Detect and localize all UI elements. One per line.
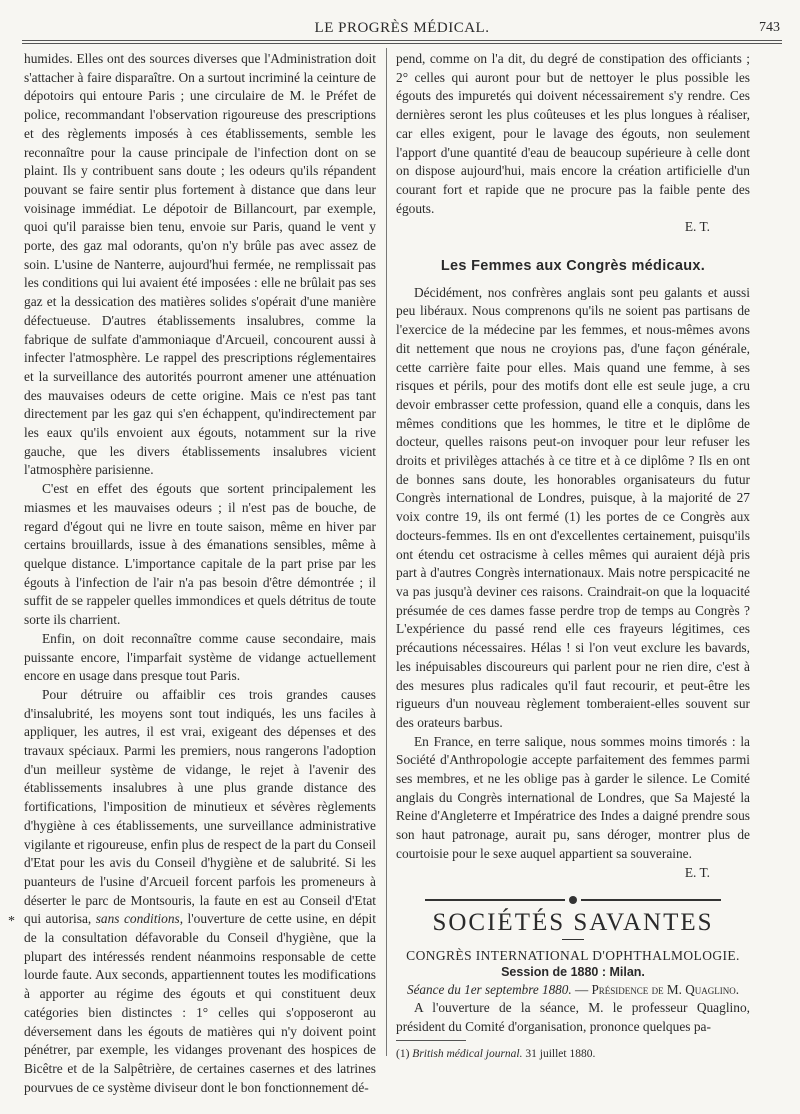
header-rule xyxy=(22,40,782,41)
paragraph: C'est en effet des égouts que sortent principalement les miasmes et les mauvaises odeurs ; il n'est pas de bouche, de regard d'égout qui ne livre en toute saison, même en hiver par certains brouillards, issue à des émanations sensibles, même à quelque distance. L'importance capitale de la part prise par les égouts à l'infection de l'air n'a pas besoin d'être démontrée ; il suffit de se rappeler quelles immondices et quels détritus de toute sorte ils charrient. xyxy=(24,481,376,628)
short-rule xyxy=(562,939,584,940)
section-heading: SOCIÉTÉS SAVANTES xyxy=(432,909,714,937)
seance-line xyxy=(396,981,750,999)
signature: E. T. xyxy=(684,864,710,880)
seance-date: Séance du 1er septembre 1880. xyxy=(406,981,572,997)
divider-line xyxy=(425,899,565,901)
header-rule-double xyxy=(22,43,782,44)
footnote xyxy=(396,1047,750,1062)
paragraph: Décidément, nos confrères anglais sont peu galants et aussi peu libéraux. Nous comprenons qu'ils ne soient pas partisans de l'exercice de la médecine par les femmes, et nous-mêmes avons dit nettement que nous ne croyions pas, d'une façon générale, cette carrière faite pour elles. Mais quand une femme, à ses risques et périls, pour des motifs dont elle est seule juge, a cru devoir embrasser cette profession, quand elle a conquis, dans les mêmes conditions que les hommes, le titre et le diplôme de docteur, quelles raisons peut-on invoquer pour leur refuser les droits et privilèges attachés à ce titre et à ce diplôme ? Ils en ont de bonnes sans doute, les honorables organisateurs du futur Congrès international de Londres, puisque, à la majorité de 27 voix contre 19, ils ont fermé (1) les portes de ce Congrès aux docteurs-femmes. Ils en ont d'excellentes certainement, puisqu'ils ont étendu cet ostracisme à celles mêmes qui auraient déjà pris part à d'autres Congrès internationaux. Mais notre perspicacité ne va pas jusqu'à deviner ces raisons. Craindrait-on que la loquacité présumée de ces dames fasse perdre trop de temps au Congrès ? L'expérience du passé rend elle ces frayeurs légitimes, ces précautions nécessaires. Hélas ! si l'on veut exclure les bavards, les inépuisables discoureurs qui parlent pour ne rien dire, c'est à des mesures plus radicales qu'il faut recourir, et peut-être les rigueurs d'un nouveau règlement tomberaient-elles souvent sur des orateurs barbus. xyxy=(396,284,750,730)
footnote-number: (1) xyxy=(396,1048,413,1061)
page-number: 743 xyxy=(759,20,780,35)
ornamental-divider xyxy=(396,890,750,904)
paragraph: En France, en terre salique, nous sommes moins timorés : la Société d'Anthropologie accepte parfaitement des femmes parmi ses membres, et ne les oblige pas à garder le silence. Le Comité anglais du Congrès international de Londres, que Sa Majesté la Reine d'Angleterre et Impératrice des Indes a daigné prendre sous son haut patronage, aurait pu, sans déroger, montrer plus de courtoisie pour le sexe auquel appartient sa souveraine. xyxy=(396,733,750,861)
text-run: Pour détruire ou affaiblir ces trois grandes causes d'insalubrité, les moyens sont tout indiqués, les uns faciles à appliquer, les autres, il est vrai, exigeant des dépenses et des travaux spéciaux. Parmi les premiers, nous rangerons l'adoption d'un meilleur système de vidange, le rejet à l'avenir des établissements insalubres à une plus grande distance des fortifications, l'imposition de minutieux et sévères règlements d'hygiène à ces établissements, une surveillance administrative vigilante et rigoureuse, enfin plus de respect de la part du Conseil d'Etat pour les avis du Conseil d'hygiène et de salubrité. Si les puanteurs de l'usine d'Arcueil forcent parfois les promeneurs à déserter le parc de Montsouris, la faute en est au Conseil d'Etat qui autorisa, xyxy=(24,686,376,927)
paragraph: humides. Elles ont des sources diverses que l'Administration doit s'attacher à faire disparaître. On a surtout incriminé la ceinture de dépotoirs qui entoure Paris ; une circulaire de M. le Préfet de police, recommandant l'observation rigoureuse des prescriptions et des règlements imposés à ces établissements, semble les reconnaître pour la cause principale de l'infection dont on se plaint. Ils y contribuent sans doute ; les odeurs qu'ils répandent pouvant se faire sentir plus fortement à distance que dans leur voisinage immédiat. Le dépotoir de Billancourt, par exemple, quoi qu'il paraisse bien tenu, envoie sur Paris, quand le vent y porte, des gaz mal odorants, qu'on n'y brûle pas avec assez de soin. L'usine de Nanterre, aujourd'hui fermée, ne remplissait pas les conditions qui lui avaient été imposées : elle ne brûlait pas ses gaz et la dessication des matières solides s'opérait d'une manière défectueuse. D'autres établissements insalubres, comme la fabrique de sulfate d'ammoniaque d'Arcueil, concourent aussi à infecter l'atmosphère. Le rappel des prescriptions réglementaires et la surveillance des autorités pourront amener une atténuation des mauvaises odeurs de cette origine. Mais ce n'est pas tant directement par les gaz qui s'en échappent, qu'indirectement par les eaux qu'ils envoient aux égouts, notamment sur la rive gauche, que les divers établissements insalubres vicient l'atmosphère parisienne. xyxy=(24,51,376,478)
footnote-rule xyxy=(396,1040,466,1041)
text-run: , l'ouverture de cette usine, en dépit de la consultation défavorable du Conseil d'hygiène, que la plupart des intéressés rendent néanmoins responsable de cette lourde faute. Aux seconds, appartiennent toutes les modifications à apporter au régime des égouts et qui constituent deux catégories bien distinctes : 1° celles qui s'opposeront au déversement dans les égouts de matières qui n'y doivent point pénétrer, par exemple, les vidanges provenant des hospices de Bicêtre et de la Salpêtrière, de certaines casernes et des latrines pourvues de ce système diviseur dont le bon fonctionnement dé- xyxy=(24,911,377,1095)
signature: E. T. xyxy=(684,219,710,235)
paragraph: A l'ouverture de la séance, M. le professeur Quaglino, président du Comité d'organisation, prononce quelques pa- xyxy=(396,999,750,1034)
footnote-date: 31 juillet 1880. xyxy=(522,1048,596,1061)
session-title: Session de 1880 : Milan. xyxy=(501,964,645,979)
divider-dot xyxy=(569,896,577,904)
paragraph: pend, comme on l'a dit, du degré de constipation des officiants ; 2° celles qui auront pour but de nettoyer le plus possible les égouts des impuretés qui doivent nécessairement s'y rendre. Ces dernières seront les plus coûteuses et les plus longues à réaliser, car elles exigent, pour le lavage des égouts, non seulement l'apport d'une quantité d'eau de beaucoup supérieure à celle dont on dispose aujourd'hui, mais encore la création artificielle d'un courant fort et rapide que ne procure pas la faible pente des égouts. xyxy=(396,51,750,216)
presidence: — Présidence de M. Quaglino. xyxy=(571,981,740,997)
right-column xyxy=(396,50,750,1062)
section-title: Les Femmes aux Congrès médicaux. xyxy=(440,258,706,275)
paragraph: Enfin, on doit reconnaître comme cause secondaire, mais puissante encore, l'imparfait système de vidange actuellement encore en usage dans presque tout Paris. xyxy=(24,630,376,684)
footnote-source: British médical journal. xyxy=(412,1048,523,1061)
left-column xyxy=(24,50,376,1097)
running-header xyxy=(22,18,782,40)
margin-asterisk: * xyxy=(8,914,15,929)
congress-title: CONGRÈS INTERNATIONAL D'OPHTHALMOLOGIE. xyxy=(406,947,740,963)
divider-line xyxy=(581,899,721,901)
italic-run: sans conditions xyxy=(95,911,180,927)
column-separator xyxy=(386,48,387,1056)
paragraph xyxy=(24,686,376,1097)
journal-title: LE PROGRÈS MÉDICAL. xyxy=(314,20,490,36)
